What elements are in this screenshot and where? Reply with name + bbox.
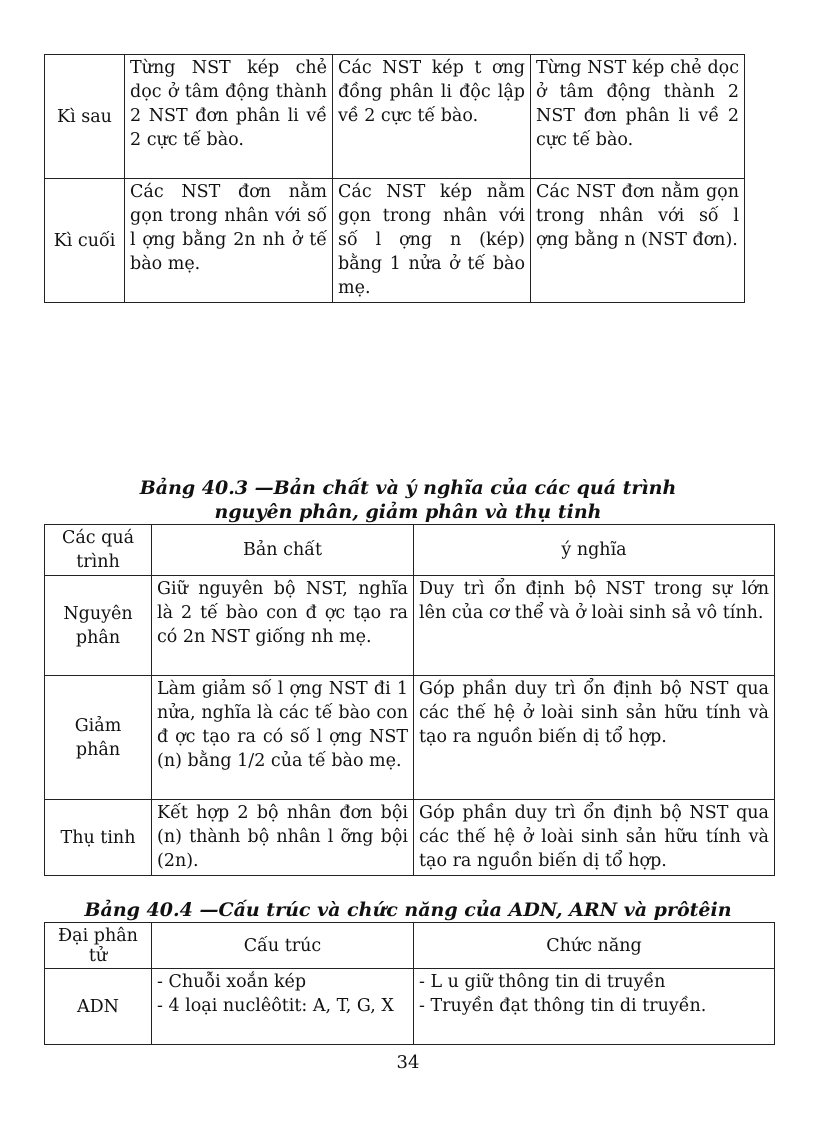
process-label: Nguyên phân — [45, 576, 152, 676]
caption-line: Bảng 40.3 —Bản chất và ý nghĩa của các quá trình — [139, 477, 677, 499]
table-cell: Kết hợp 2 bộ nhân đơn bội (n) thành bộ nhân l ỡng bội (2n). — [152, 800, 414, 876]
column-header: ý nghĩa — [414, 525, 775, 576]
structure-line: - 4 loại nuclêôtit: A, T, G, X — [157, 996, 394, 1016]
table-header-row — [45, 525, 775, 576]
process-label: Giảm phân — [45, 676, 152, 800]
table-cell: Góp phần duy trì ổn định bộ NST qua các thế hệ ở loài sinh sản hữu tính và tạo ra nguồn biến dị tổ hợp. — [414, 800, 775, 876]
table-row — [45, 179, 745, 303]
table-row — [45, 969, 775, 1045]
process-label: Thụ tinh — [45, 800, 152, 876]
table-cell — [414, 969, 775, 1045]
table-cell: Duy trì ổn định bộ NST trong sự lớn lên của cơ thể và ở loài sinh sả vô tính. — [414, 576, 775, 676]
function-line: - Truyền đạt thông tin di truyền. — [419, 996, 707, 1016]
molecule-label: ADN — [45, 969, 152, 1045]
table-cell: Các NST đơn nằm gọn trong nhân với số l ợng bằng n (NST đơn). — [531, 179, 745, 303]
table-row — [45, 55, 745, 179]
table-caption: Bảng 40.4 —Cấu trúc và chức năng của ADN, ARN và prôtêin — [84, 899, 732, 921]
function-line: - L u giữ thông tin di truyền — [419, 972, 666, 992]
column-header: Các quá trình — [45, 525, 152, 576]
column-header: Chức năng — [414, 923, 775, 969]
table-cell — [152, 969, 414, 1045]
structure-line: - Chuỗi xoắn kép — [157, 972, 307, 992]
macromolecule-table — [44, 922, 775, 1045]
column-header: Bản chất — [152, 525, 414, 576]
phase-comparison-table — [44, 54, 745, 303]
table-cell: Từng NST kép chẻ dọc ở tâm động thành 2 NST đơn phân li về 2 cực tế bào. — [125, 55, 333, 179]
process-table — [44, 524, 775, 876]
caption-line: nguyên phân, giảm phân và thụ tinh — [214, 501, 602, 523]
table-row — [45, 576, 775, 676]
table-cell: Giữ nguyên bộ NST, nghĩa là 2 tế bào con đ ợc tạo ra có 2n NST giống nh mẹ. — [152, 576, 414, 676]
table-header-row — [45, 923, 775, 969]
table-cell: Làm giảm số l ợng NST đi 1 nửa, nghĩa là các tế bào con đ ợc tạo ra có số l ợng NST (n) bằng 1/2 của tế bào mẹ. — [152, 676, 414, 800]
page-number: 34 — [396, 1052, 420, 1073]
column-header: Đại phân tử — [45, 923, 152, 969]
table-cell: Các NST kép nằm gọn trong nhân với số l ợng n (kép) bằng 1 nửa ở tế bào mẹ. — [333, 179, 531, 303]
phase-label: Kì sau — [45, 55, 125, 179]
phase-label: Kì cuối — [45, 179, 125, 303]
table-cell: Từng NST kép chẻ dọc ở tâm động thành 2 NST đơn phân li về 2 cực tế bào. — [531, 55, 745, 179]
table-row — [45, 676, 775, 800]
table-cell: Góp phần duy trì ổn định bộ NST qua các thế hệ ở loài sinh sản hữu tính và tạo ra nguồn biến dị tổ hợp. — [414, 676, 775, 800]
table-cell: Các NST đơn nằm gọn trong nhân với số l ợng bằng 2n nh ở tế bào mẹ. — [125, 179, 333, 303]
table-caption — [40, 476, 776, 524]
column-header: Cấu trúc — [152, 923, 414, 969]
table-cell: Các NST kép t ơng đồng phân li độc lập về 2 cực tế bào. — [333, 55, 531, 179]
table-row — [45, 800, 775, 876]
